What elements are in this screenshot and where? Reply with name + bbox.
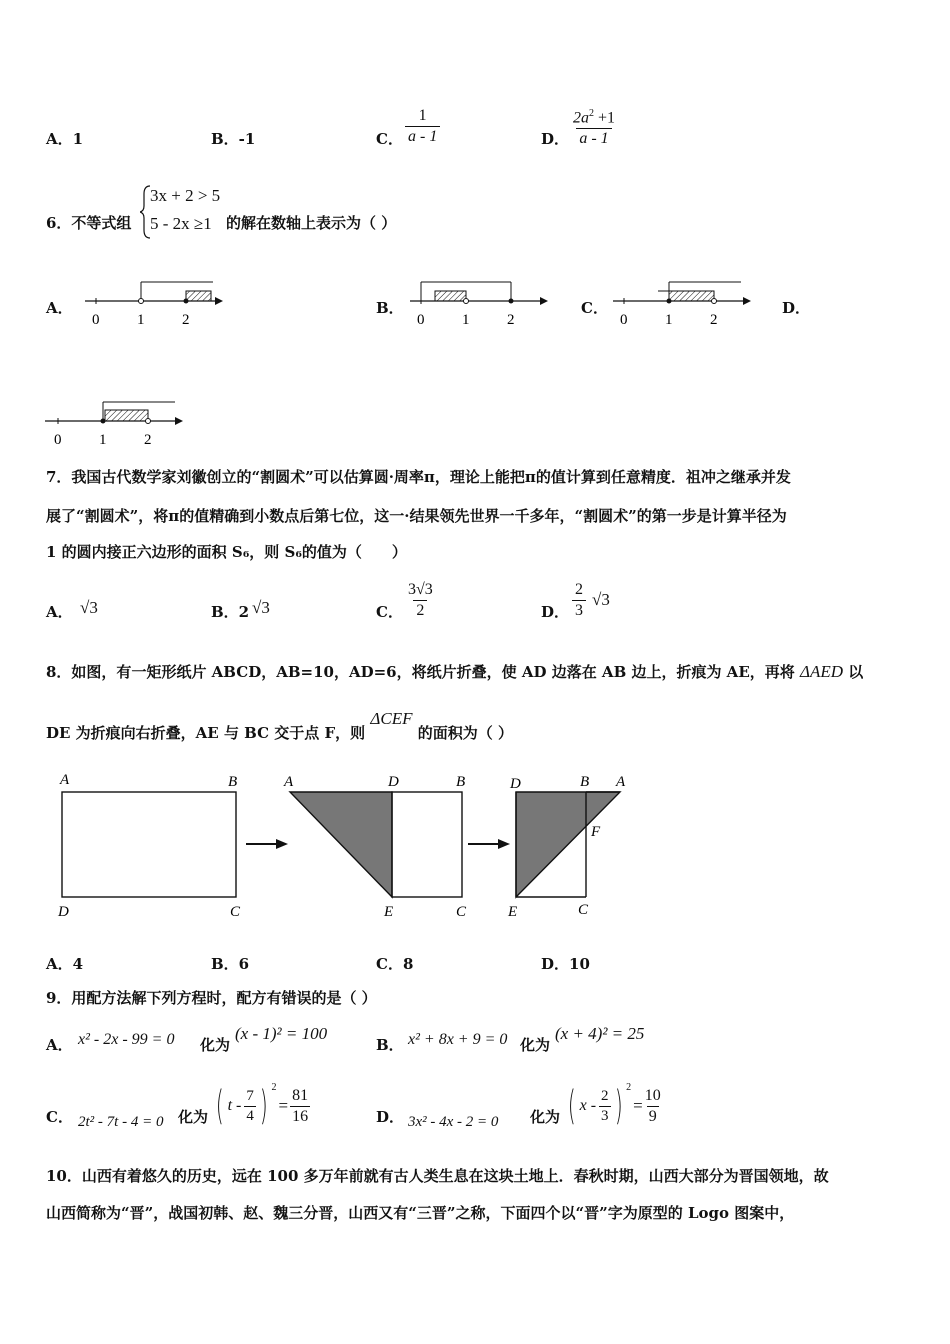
q7-d-denominator: 3 [572,600,586,621]
q9-c-res-num: 7 [246,1087,254,1104]
q8-option-d[interactable]: D．10 [541,955,590,973]
q9-b-equation: x² + 8x + 9 = 0 [408,1031,508,1048]
q9-d-res-pre: x - [579,1097,597,1114]
q6a-tick-0: 0 [92,312,100,328]
q6d-tick-0: 0 [54,432,62,448]
q5-c-denominator: a - 1 [405,126,440,147]
fig2-label-e: E [384,904,394,920]
fig3-label-a: A [616,774,626,790]
fig1-label-c: C [230,904,241,920]
q6-number-line-d [40,396,190,452]
q9-c-rhs-num: 81 [292,1086,309,1104]
q9-d-res-frac [599,1087,611,1126]
q9-c-right-paren-icon: ) [259,1083,268,1129]
fig-arrow-1-icon [276,839,288,849]
q8-line-1-text: 8．如图，有一矩形纸片 ABCD，AB=10，AD=6，将纸片折叠，使 AD 边落在 AB 边上，折痕为 AE，再将 [46,663,795,681]
q6-number-line-a [80,276,230,332]
fig3-label-f: F [591,824,601,840]
q6-inequality-1: 3x + 2 > 5 [150,186,221,205]
fig3-label-b: B [580,774,590,790]
q8-option-a[interactable]: A．4 [46,955,84,973]
q6-number-line-c [608,276,758,332]
q9-option-d[interactable]: D． [376,1108,405,1126]
q6a-tick-2: 2 [182,312,190,328]
q9-c-equals: = [278,1096,289,1115]
q9-d-res-den: 3 [601,1107,609,1124]
q6-suffix: 的解在数轴上表示为（ ） [226,214,397,232]
q5-d-denominator: a - 1 [576,128,611,149]
q9-c-result [212,1080,310,1132]
fig1-label-b: B [228,774,238,790]
q6b-tick-1: 1 [462,312,470,328]
q8-line-2-text: DE 为折痕向右折叠，AE 与 BC 交于点 F，则 [46,724,366,742]
q7-option-a-value: √3 [80,598,98,617]
q8-line-2-tail: 的面积为（ ） [417,724,513,742]
q9-a-equation: x² - 2x - 99 = 0 [78,1031,175,1048]
q6-number-line-b [405,276,555,332]
q8-line-1 [46,661,863,682]
q9-a-mid: 化为 [200,1036,231,1054]
q8-line-2-math: ΔCEF [370,709,413,728]
fig2-rectangle [392,792,462,897]
q9-a-result: (x - 1)² = 100 [235,1024,328,1043]
fig2-label-a: A [284,774,294,790]
q9-d-equals: = [633,1096,643,1115]
q7-option-a[interactable]: A． [46,603,73,621]
q9-d-left-paren-icon: ( [567,1083,576,1129]
q6-prefix: 6．不等式组 [46,214,132,232]
q10-line-2: 山西简称为“晋”，战国初韩、赵、魏三分晋，山西又有“三晋”之称，下面四个以“晋”字为原型的 Logo 图案中， [46,1204,795,1222]
q9-d-right-paren-icon: ) [614,1083,623,1129]
fig-arrow-2-icon [498,839,510,849]
q9-d-result [564,1080,661,1132]
q7-line-3: 1 的圆内接正六边形的面积 S₆，则 S₆的值为（ ） [46,543,407,561]
q5-d-num-base: 2a [573,109,589,127]
q6-option-c[interactable]: C． [581,299,608,317]
q9-d-rhs-num: 10 [644,1086,661,1104]
q9-c-rhs-den: 16 [292,1107,309,1125]
fig2-shaded-triangle [290,792,392,897]
q9-c-left-paren-icon: ( [215,1083,224,1129]
q5-option-c[interactable]: C． [376,130,403,148]
q9-d-mid: 化为 [530,1108,561,1126]
q9-d-equation: 3x² - 4x - 2 = 0 [408,1114,499,1130]
q8-option-b[interactable]: B．6 [211,955,250,973]
q9-stem: 9．用配方法解下列方程时，配方有错误的是（ ） [46,989,377,1007]
q6-inequality-2: 5 - 2x ≥1 [150,214,212,233]
q5-d-num-tail: +1 [594,109,616,127]
q8-option-c[interactable]: C．8 [376,955,414,973]
q9-d-square: 2 [626,1082,632,1093]
q6-option-b[interactable]: B． [376,299,404,317]
q5-option-b[interactable]: B．-1 [211,130,256,148]
q7-option-c-fraction [405,580,436,621]
q9-d-rhs-frac [645,1086,661,1127]
q7-c-denominator: 2 [413,600,427,621]
q6c-tick-2: 2 [710,312,718,328]
q5-d-num-sup: 2 [589,108,594,119]
fig2-label-d: D [388,774,399,790]
fig3-shaded-triangle [516,792,620,897]
q6-option-a[interactable]: A． [46,299,73,317]
fig3-label-d: D [510,776,521,792]
fig3-label-e: E [508,904,518,920]
q7-c-numerator: 3√3 [408,581,433,598]
q9-option-a[interactable]: A． [46,1036,73,1054]
q6b-tick-2: 2 [507,312,515,328]
q9-d-rhs-den: 9 [648,1107,657,1125]
q9-b-mid: 化为 [520,1036,551,1054]
q5-option-d-fraction [570,104,618,149]
q8-line-2 [46,709,513,743]
q7-line-2: 展了“割圆术”，将π的值精确到小数点后第七位，这一·结果领先世界一千多年，“割圆术”的第一步是计算半径为 [46,507,787,525]
q10-line-1: 10．山西有着悠久的历史，远在 100 多万年前就有古人类生息在这块土地上．春秋时期，山西大部分为晋国领地，故 [46,1167,829,1185]
q8-line-1-math: ΔAED [800,662,844,681]
q7-option-d[interactable]: D． [541,603,570,621]
fig2-label-c: C [456,904,467,920]
q9-d-res-num: 2 [601,1087,609,1104]
q5-option-a[interactable]: A．1 [46,130,84,148]
q9-c-square: 2 [271,1082,277,1093]
q9-c-rhs-frac [290,1086,310,1127]
fig2-label-b: B [456,774,466,790]
q5-option-c-fraction [405,106,440,147]
q9-b-result: (x + 4)² = 25 [555,1024,645,1043]
q7-option-d-fraction [572,580,586,621]
q9-option-b[interactable]: B． [376,1036,404,1054]
q9-c-res-pre: t - [227,1097,242,1114]
q7-option-c[interactable]: C． [376,603,403,621]
q6b-tick-0: 0 [417,312,425,328]
q8-figures [50,768,650,920]
q8-line-1-tail: 以 [848,663,864,681]
q6c-tick-0: 0 [620,312,628,328]
fig1-rectangle [62,792,236,897]
fig3-label-c: C [578,902,589,918]
fig1-label-a: A [60,772,70,788]
q7-d-numerator: 2 [575,581,583,598]
q7-line-1: 7．我国古代数学家刘徽创立的“割圆术”可以估算圆·周率π，理论上能把π的值计算到任意精度．祖冲之继承并发 [46,468,791,486]
fig1-label-d: D [58,904,69,920]
q6a-tick-1: 1 [137,312,145,328]
q7-d-tail: √3 [592,590,610,609]
q5-option-d[interactable]: D． [541,130,570,148]
q5-c-numerator: 1 [418,107,427,124]
q6c-tick-1: 1 [665,312,673,328]
q9-c-mid: 化为 [178,1108,209,1126]
q9-c-res-den: 4 [246,1107,254,1124]
q6-option-d[interactable]: D． [782,299,811,317]
q7-option-b-value: √3 [252,598,270,617]
q9-c-res-frac [244,1087,256,1126]
q6d-tick-1: 1 [99,432,107,448]
q6d-tick-2: 2 [144,432,152,448]
q9-c-equation: 2t² - 7t - 4 = 0 [78,1114,164,1130]
q9-option-c[interactable]: C． [46,1108,73,1126]
q7-option-b[interactable]: B．2 [211,603,250,621]
